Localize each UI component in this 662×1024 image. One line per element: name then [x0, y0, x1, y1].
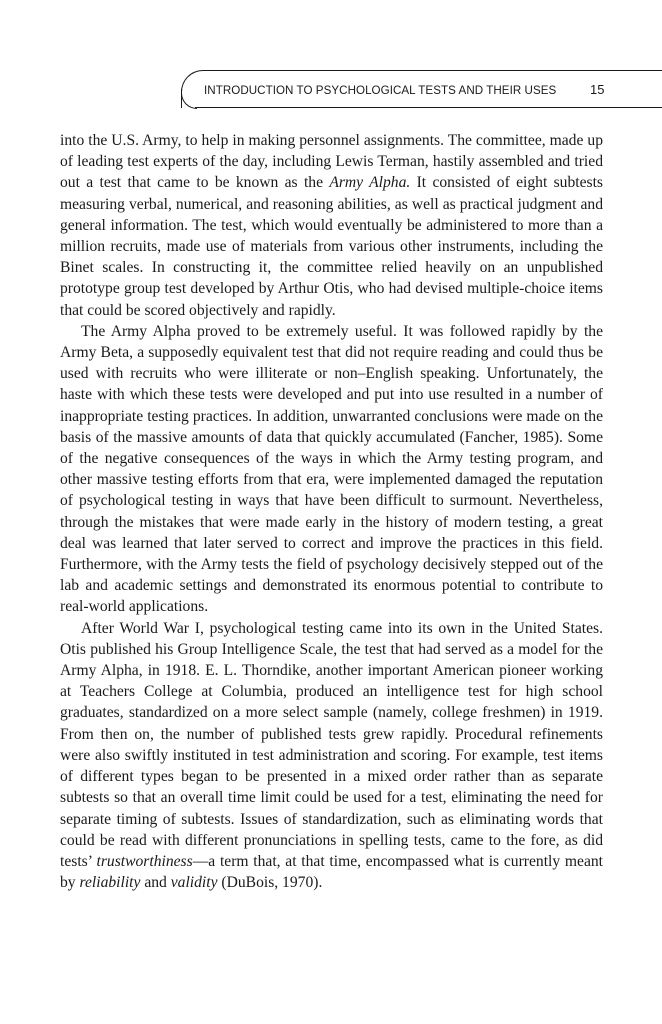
running-head-rule [195, 107, 662, 108]
paragraph-1-text-cont: It consisted of eight subtests measuring verbal, numerical, and reasoning abilities, as well as practical judgment and general information. The test, which would eventually be administered to more than a million recruits, made use of materials from various other instruments, including the Binet scales. In constructing it, the committee relied heavily on an unpublished prototype group test developed by Arthur Otis, who had devised multiple-choice items that could be scored objectively and rapidly. [60, 174, 603, 319]
validity-term: validity [170, 874, 218, 892]
paragraph-3-text: After World War I, psychological testing came into its own in the United States. Otis published his Group Intelligence Scale, the test that had served as a model for the Army Alpha, in 1918. E. L. Thorndike, another important American pioneer working at Teachers College at Columbia, produced an intelligence test for high school graduates, standardized on a more select sample (namely, college freshmen) in 1919. From then on, the number of published tests grew rapidly. Procedural refinements were also swiftly instituted in test administration and scoring. For example, test items of different types began to be presented in a mixed order rather than as separate subtests so that an overall time limit could be used for a test, eliminating the need for separate timing of subtests. Issues of standardization, such as eliminating words that could be read with different pronunciations in spelling tests, came to the fore, as did tests’ [60, 619, 603, 870]
page-number: 15 [590, 82, 605, 97]
reliability-term: reliability [79, 874, 141, 892]
running-head: INTRODUCTION TO PSYCHOLOGICAL TESTS AND THEIR USES [204, 84, 557, 97]
paragraph-1-text: into the U.S. Army, to help in making personnel assignments. The committee, made up of leading test experts of the day, including Lewis Terman, hastily assembled and tried out a test that came to be known as the [60, 132, 603, 192]
paragraph-3-citation: (DuBois, 1970). [217, 874, 323, 892]
paragraph-3-text-cont: —a term that, at that time, encompassed what is currently meant by [60, 852, 603, 892]
paragraph-3 [60, 618, 603, 894]
army-alpha-term: Army Alpha. [329, 174, 411, 192]
paragraph-2-text: The Army Alpha proved to be extremely useful. It was followed rapidly by the Army Beta, a supposedly equivalent test that did not require reading and could thus be used with recruits who were illiterate or non–English speaking. Unfortunately, the haste with which these tests were developed and put into use resulted in a number of inappropriate testing practices. In addition, unwarranted conclusions were made on the basis of the massive amounts of data that quickly accumulated (Fancher, 1985). Some of the negative consequences of the ways in which the Army testing program, and other massive testing efforts from that era, were implemented damaged the reputation of psychological testing in ways that have been difficult to surmount. Nevertheless, through the mistakes that were made early in the history of modern testing, a great deal was learned that later served to correct and improve the practices in this field. Furthermore, with the Army tests the field of psychology decisively stepped out of the lab and academic settings and demonstrated its enormous potential to contribute to real-world applications. [60, 322, 603, 616]
paragraph-3-text-and: and [140, 874, 171, 892]
trustworthiness-term: trustworthiness [96, 852, 193, 870]
paragraph-1 [60, 130, 603, 321]
body-text [60, 130, 603, 893]
paragraph-2 [60, 321, 603, 618]
